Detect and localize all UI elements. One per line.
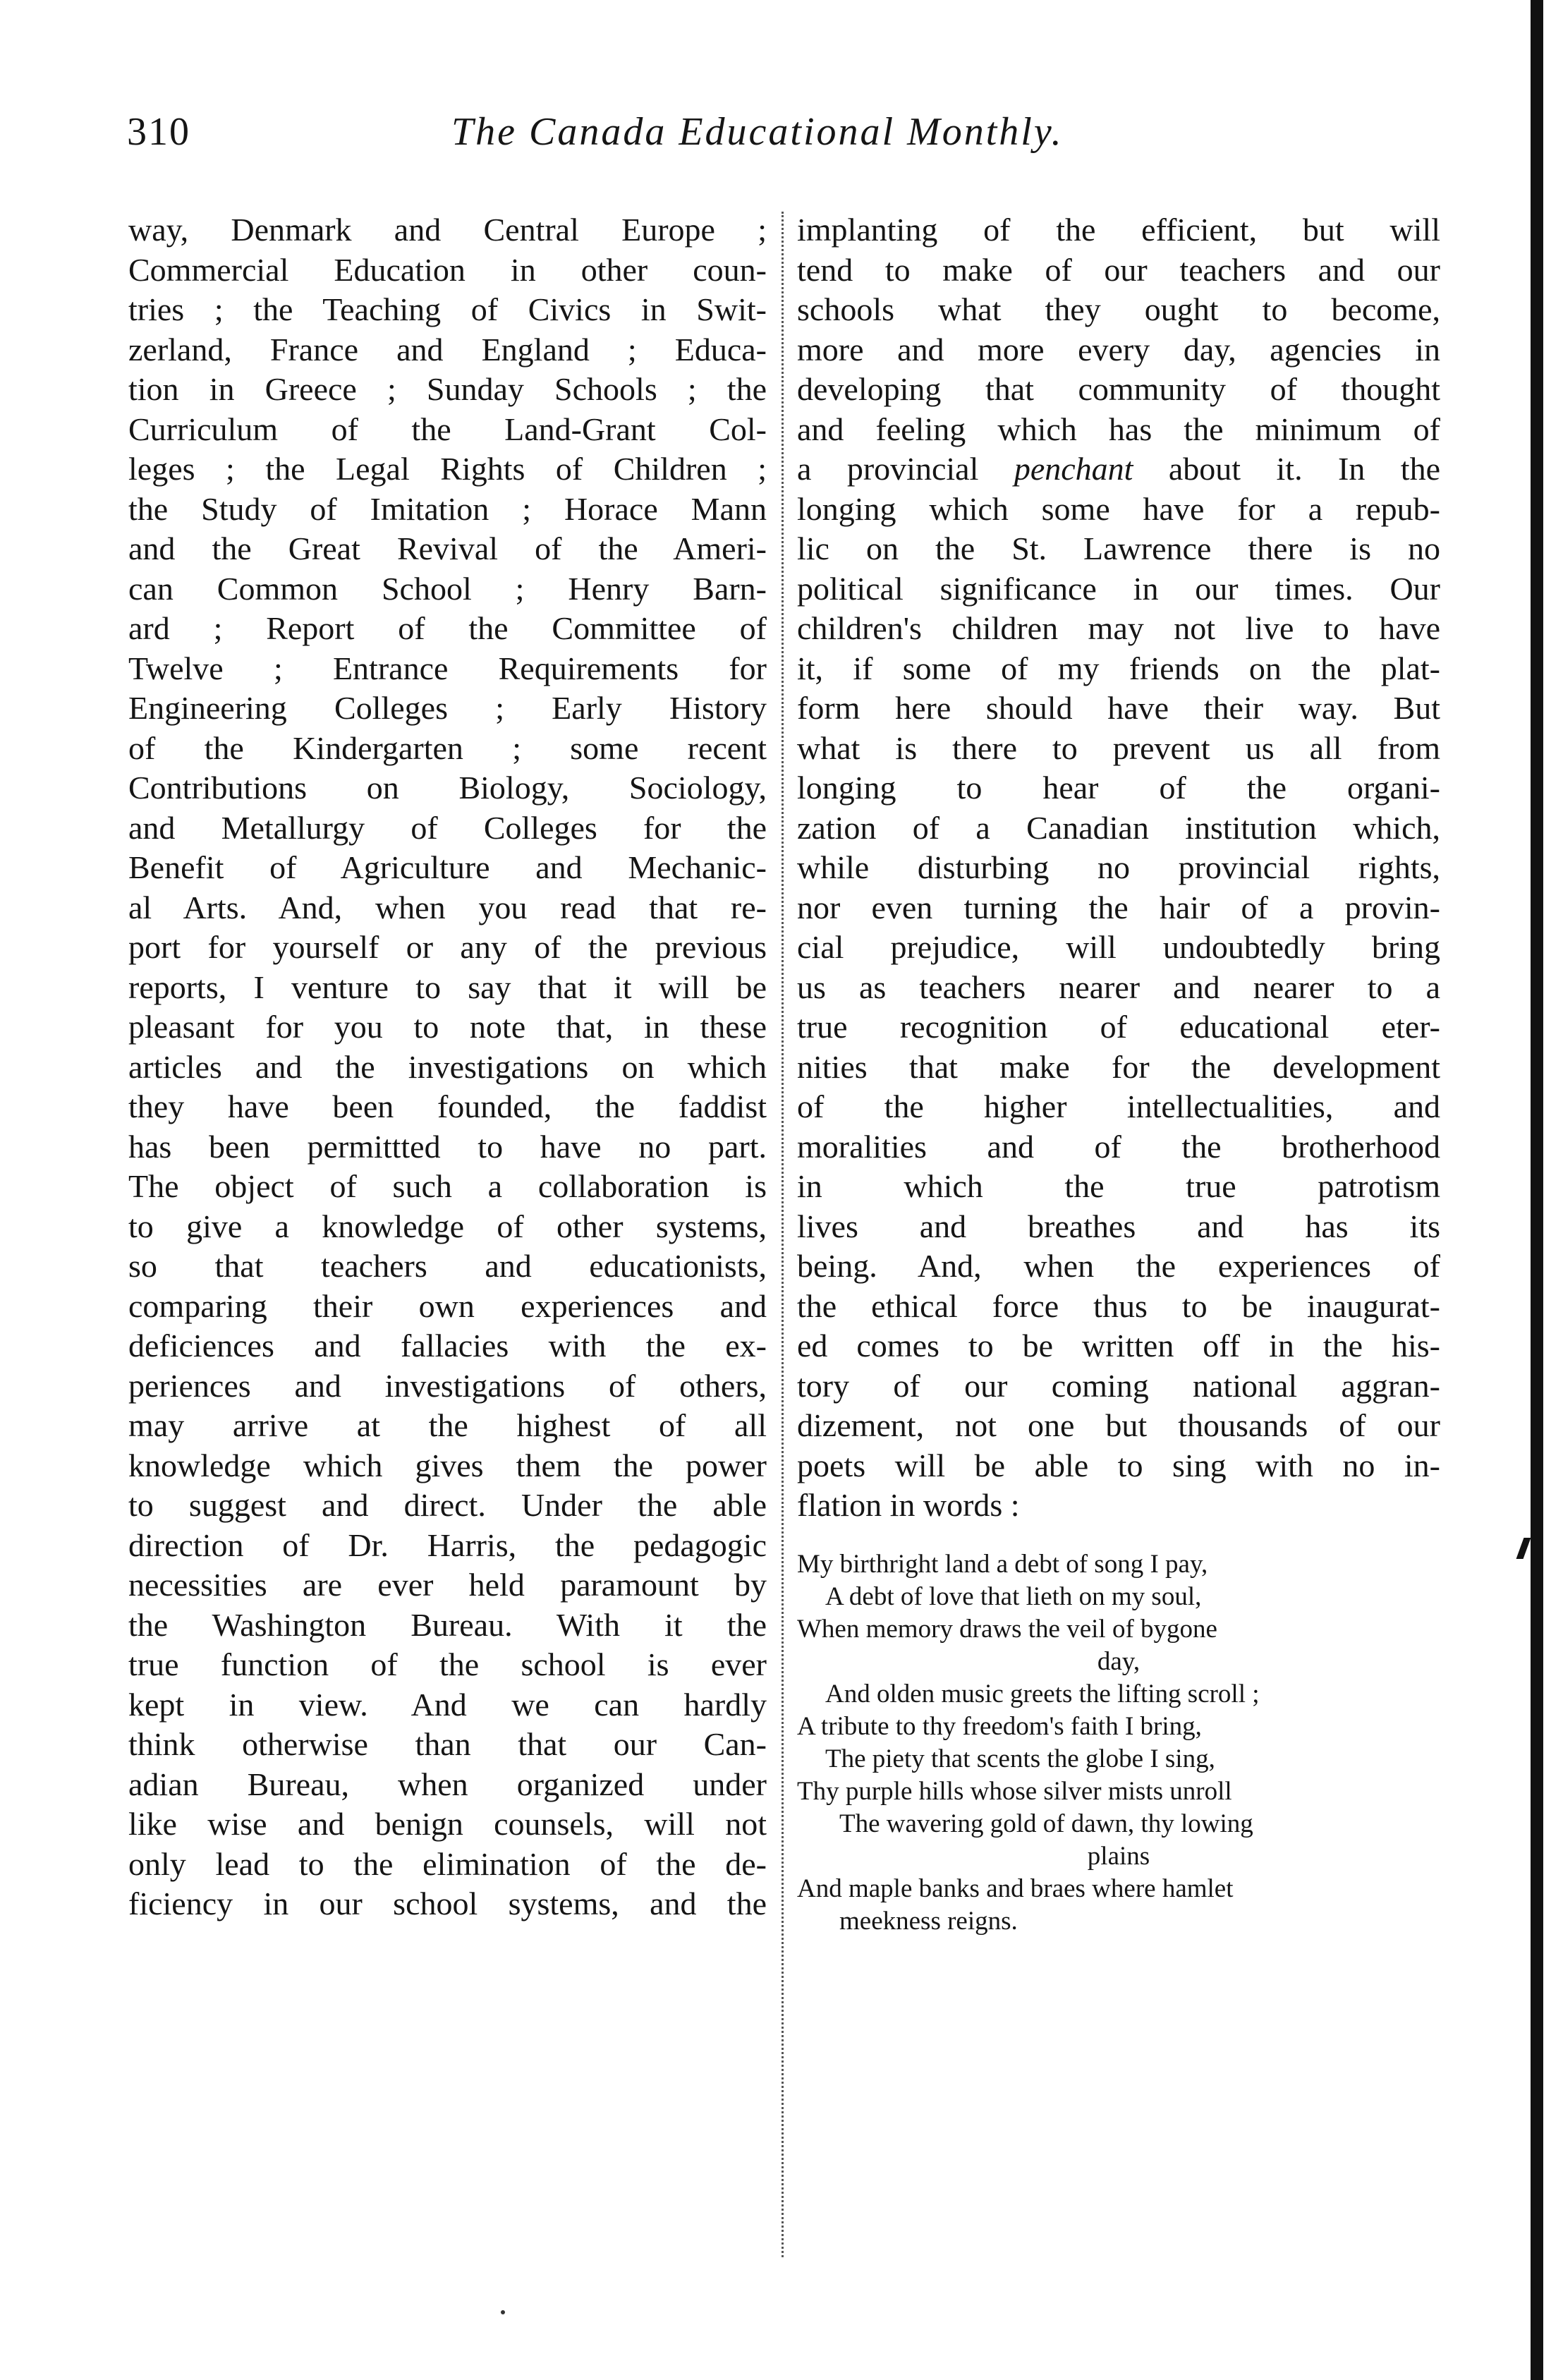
text-line: to give a knowledge of other systems, [128,1208,767,1244]
text-line: articles and the investigations on which [128,1048,767,1085]
text-line: has been permittted to have no part. [128,1128,767,1165]
running-title: The Canada Educational Monthly. [451,110,1064,154]
text-line: us as teachers nearer and nearer to a [797,969,1440,1005]
text-line: way, Denmark and Central Europe ; [128,212,767,248]
text-line: political significance in our times. Our [797,570,1440,607]
page-edge-shadow [1531,0,1543,2380]
text-line: of the Kindergarten ; some recent [128,729,767,766]
text-line: lic on the St. Lawrence there is no [797,530,1440,566]
text-line: longing which some have for a repub- [797,490,1440,527]
text-line: Contributions on Biology, Sociology, [128,770,767,806]
page-number: 310 [127,110,190,154]
poem-line: The piety that scents the globe I sing, [825,1744,1215,1773]
text-line: port for yourself or any of the previous [128,929,767,965]
text-line: may arrive at the highest of all [128,1407,767,1443]
text-line: necessities are ever held paramount by [128,1567,767,1603]
text-line: tend to make of our teachers and our [797,251,1440,288]
right-column [797,210,1440,1526]
text-line: they have been founded, the faddist [128,1088,767,1124]
text-line: true recognition of educational eter- [797,1009,1440,1045]
text-line: zerland, France and England ; Educa- [128,331,767,368]
text-line: ed comes to be written off in the his- [797,1328,1440,1364]
text-line: kept in view. And we can hardly [128,1686,767,1723]
text-line: children's children may not live to have [797,610,1440,646]
text-line: in which the true patrotism [797,1168,1440,1204]
poem-line: meekness reigns. [839,1907,1018,1936]
text-line: zation of a Canadian institution which, [797,809,1440,846]
text-line: knowledge which gives them the power [128,1447,767,1483]
text-line: adian Bureau, when organized under [128,1766,767,1802]
text-line: cial prejudice, will undoubtedly bring [797,929,1440,965]
text-line: leges ; the Legal Rights of Children ; [128,451,767,487]
poem-line: And olden music greets the lifting scroll ; [825,1680,1260,1708]
text-line: only lead to the elimination of the de- [128,1845,767,1882]
poem-line: When memory draws the veil of bygone [797,1615,1217,1644]
text-line: direction of Dr. Harris, the pedagogic [128,1526,767,1563]
text-line: nities that make for the development [797,1048,1440,1085]
column-divider [782,212,784,2257]
text-line: dizement, not one but thousands of our [797,1407,1440,1443]
poem-line: A debt of love that lieth on my soul, [825,1582,1202,1611]
text-line: moralities and of the brotherhood [797,1128,1440,1165]
text-line: think otherwise than that our Can- [128,1726,767,1762]
text-line: the Washington Bureau. With it the [128,1606,767,1643]
text-line: to suggest and direct. Under the able [128,1487,767,1523]
text-line: periences and investigations of others, [128,1367,767,1404]
text-line: comparing their own experiences and [128,1287,767,1324]
text-line: it, if some of my friends on the plat- [797,650,1440,686]
scan-edge-mark [1516,1538,1531,1559]
text-line: what is there to prevent us all from [797,729,1440,766]
text-line: lives and breathes and has its [797,1208,1440,1244]
text-line: developing that community of thought [797,371,1440,407]
text-line: the ethical force thus to be inaugurat- [797,1287,1440,1324]
poem-line: The wavering gold of dawn, thy lowing [839,1809,1253,1838]
text-line: the Study of Imitation ; Horace Mann [128,490,767,527]
text-line: of the higher intellectualities, and [797,1088,1440,1124]
text-line: like wise and benign counsels, will not [128,1806,767,1842]
poem-line: A tribute to thy freedom's faith I bring, [797,1712,1202,1741]
text-line: a provincial penchant about it. In the [797,451,1440,487]
text-line: true function of the school is ever [128,1646,767,1682]
poem-line: Thy purple hills whose silver mists unroll [797,1777,1232,1806]
poem-line: day, [1097,1647,1141,1676]
text-line: being. And, when the experiences of [797,1248,1440,1284]
text-line: tory of our coming national aggran- [797,1367,1440,1404]
text-line: and Metallurgy of Colleges for the [128,809,767,846]
text-line: Curriculum of the Land-Grant Col- [128,411,767,447]
text-line: Twelve ; Entrance Requirements for [128,650,767,686]
text-line: tion in Greece ; Sunday Schools ; the [128,371,767,407]
text-line: so that teachers and educationists, [128,1248,767,1284]
text-line: flation in words : [797,1487,1020,1523]
text-line: and the Great Revival of the Ameri- [128,530,767,566]
text-line: reports, I venture to say that it will be [128,969,767,1005]
text-line: tries ; the Teaching of Civics in Swit- [128,291,767,327]
text-line: pleasant for you to note that, in these [128,1009,767,1045]
poem-line: And maple banks and braes where hamlet [797,1874,1234,1903]
text-line: al Arts. And, when you read that re- [128,889,767,925]
text-line: Commercial Education in other coun- [128,251,767,288]
page-header [127,109,1439,173]
poem-line: plains [1087,1842,1150,1871]
text-line: implanting of the efficient, but will [797,212,1440,248]
text-line: more and more every day, agencies in [797,331,1440,368]
text-line: and feeling which has the minimum of [797,411,1440,447]
text-line: poets will be able to sing with no in- [797,1447,1440,1483]
text-line: while disturbing no provincial rights, [797,849,1440,885]
text-line: ard ; Report of the Committee of [128,610,767,646]
text-line: longing to hear of the organi- [797,770,1440,806]
text-line: ficiency in our school systems, and the [128,1886,767,1921]
text-line: nor even turning the hair of a provin- [797,889,1440,925]
text-line: The object of such a collaboration is [128,1168,767,1204]
text-line: schools what they ought to become, [797,291,1440,327]
text-line: deficiences and fallacies with the ex- [128,1328,767,1364]
text-line: form here should have their way. But [797,690,1440,726]
text-line: can Common School ; Henry Barn- [128,570,767,607]
left-column [128,210,767,1924]
text-line: Benefit of Agriculture and Mechanic- [128,849,767,885]
poem-block [797,1548,1440,1938]
stray-mark [501,2310,505,2314]
poem-line: My birthright land a debt of song I pay, [797,1550,1208,1579]
text-line: Engineering Colleges ; Early History [128,690,767,726]
